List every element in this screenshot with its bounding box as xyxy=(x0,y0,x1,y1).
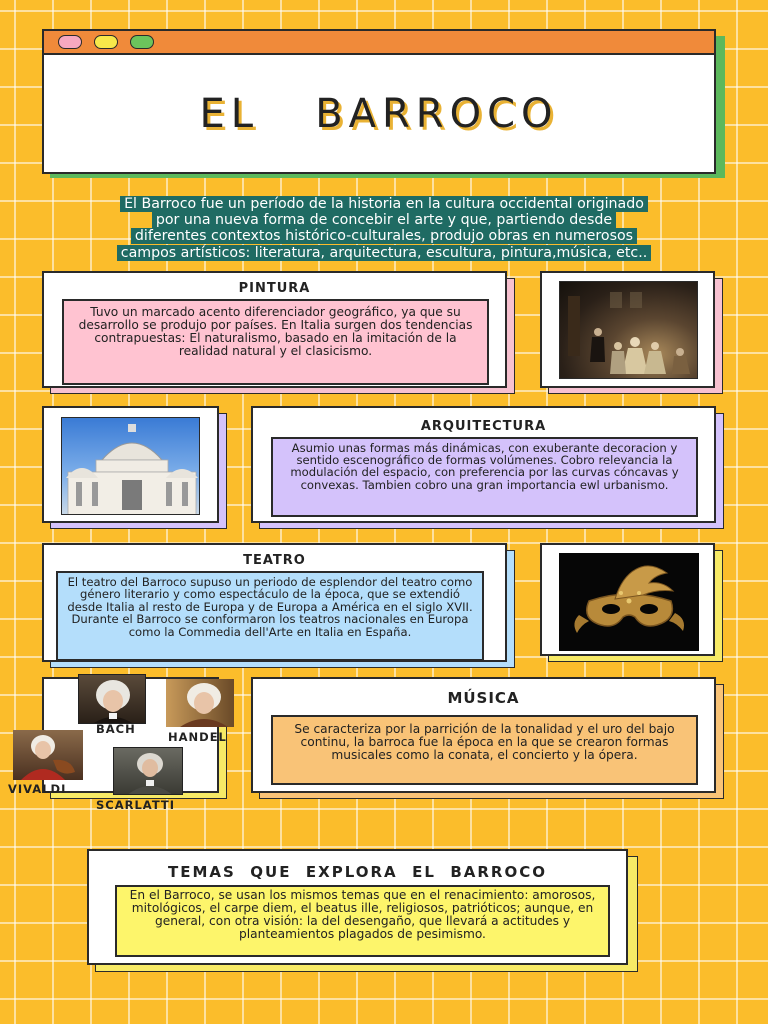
intro-line-4: campos artísticos: literatura, arquitectura, escultura, pintura,música, etc.. xyxy=(117,245,651,261)
basilica-building-image xyxy=(61,417,200,515)
scarlatti-portrait-image xyxy=(113,747,183,795)
venetian-mask-image xyxy=(559,553,699,651)
composer-name-bach: BACH xyxy=(96,722,136,736)
teatro-title: TEATRO xyxy=(243,553,306,568)
arquitectura-title: ARQUITECTURA xyxy=(420,419,547,434)
las-meninas-painting-image xyxy=(559,281,698,379)
intro-text xyxy=(14,196,754,261)
arquitectura-card xyxy=(251,406,716,523)
green-window-dot-icon xyxy=(130,35,154,49)
musica-card xyxy=(251,677,716,793)
musica-text: Se caracteriza por la parrición de la tonalidad y el uro del bajo continu, la barroca fue la época en la que se crearon formas musicales como la conata, el concierto y la ópera. xyxy=(271,715,698,785)
bach-portrait-image xyxy=(78,674,146,724)
pink-window-dot-icon xyxy=(58,35,82,49)
yellow-window-dot-icon xyxy=(94,35,118,49)
composer-name-vivaldi: VIVALDI xyxy=(8,782,67,796)
window-title-bar xyxy=(44,31,714,55)
temas-card xyxy=(87,849,628,965)
pintura-text: Tuvo un marcado acento diferenciador geográfico, ya que su desarrollo se produjo por países. En Italia surgen dos tendencias contrapuestas: El naturalismo, basado en la imitación de la realidad natural y el clasicismo. xyxy=(62,299,489,385)
vivaldi-portrait-image xyxy=(13,730,83,780)
composer-name-handel: HANDEL xyxy=(168,730,227,744)
header-window xyxy=(42,29,716,174)
pintura-card xyxy=(42,271,507,388)
intro-line-3: diferentes contextos histórico-culturales, produjo obras en numerosos xyxy=(131,228,637,244)
handel-portrait-image xyxy=(166,679,234,727)
teatro-image-card xyxy=(540,543,715,656)
arquitectura-image-card xyxy=(42,406,219,523)
teatro-card xyxy=(42,543,507,662)
pintura-image-card xyxy=(540,271,715,388)
temas-text: En el Barroco, se usan los mismos temas que en el renacimiento: amorosos, mitológicos, el carpe diem, el beatus ille, religiosos, patrióticos; aunque, en general, con otra visión: la del desengaño, que llevará a actitudes y planteamientos plagados de pesimismo. xyxy=(115,885,610,957)
page-title: EL BARROCO xyxy=(199,91,559,137)
composer-name-scarlatti: SCARLATTI xyxy=(96,798,176,812)
arquitectura-text: Asumio unas formas más dinámicas, con exuberante decoracion y sentido escenográfico de formas volúmenes. Cobro relevancia la modulación del espacio, con preferencia por las curvas cóncavas y convexas. Tambien cobro una gran importancia ewl urbanismo. xyxy=(271,437,698,517)
teatro-text: El teatro del Barroco supuso un periodo de esplendor del teatro como género literario y como espectáculo de la época, que se extendió desde Italia al resto de Europa y de Europa a América en el siglo XVII. Durante el Barroco se conformaron los teatros nacionales en Europa como la Commedia dell'Arte en Italia en España. xyxy=(56,571,484,661)
temas-title: TEMAS QUE EXPLORA EL BARROCO xyxy=(168,863,547,881)
musica-title: MÚSICA xyxy=(447,689,520,707)
intro-line-2: por una nueva forma de concebir el arte y que, partiendo desde xyxy=(152,212,616,228)
pintura-title: PINTURA xyxy=(238,281,311,296)
intro-line-1: El Barroco fue un período de la historia en la cultura occidental originado xyxy=(120,196,648,212)
